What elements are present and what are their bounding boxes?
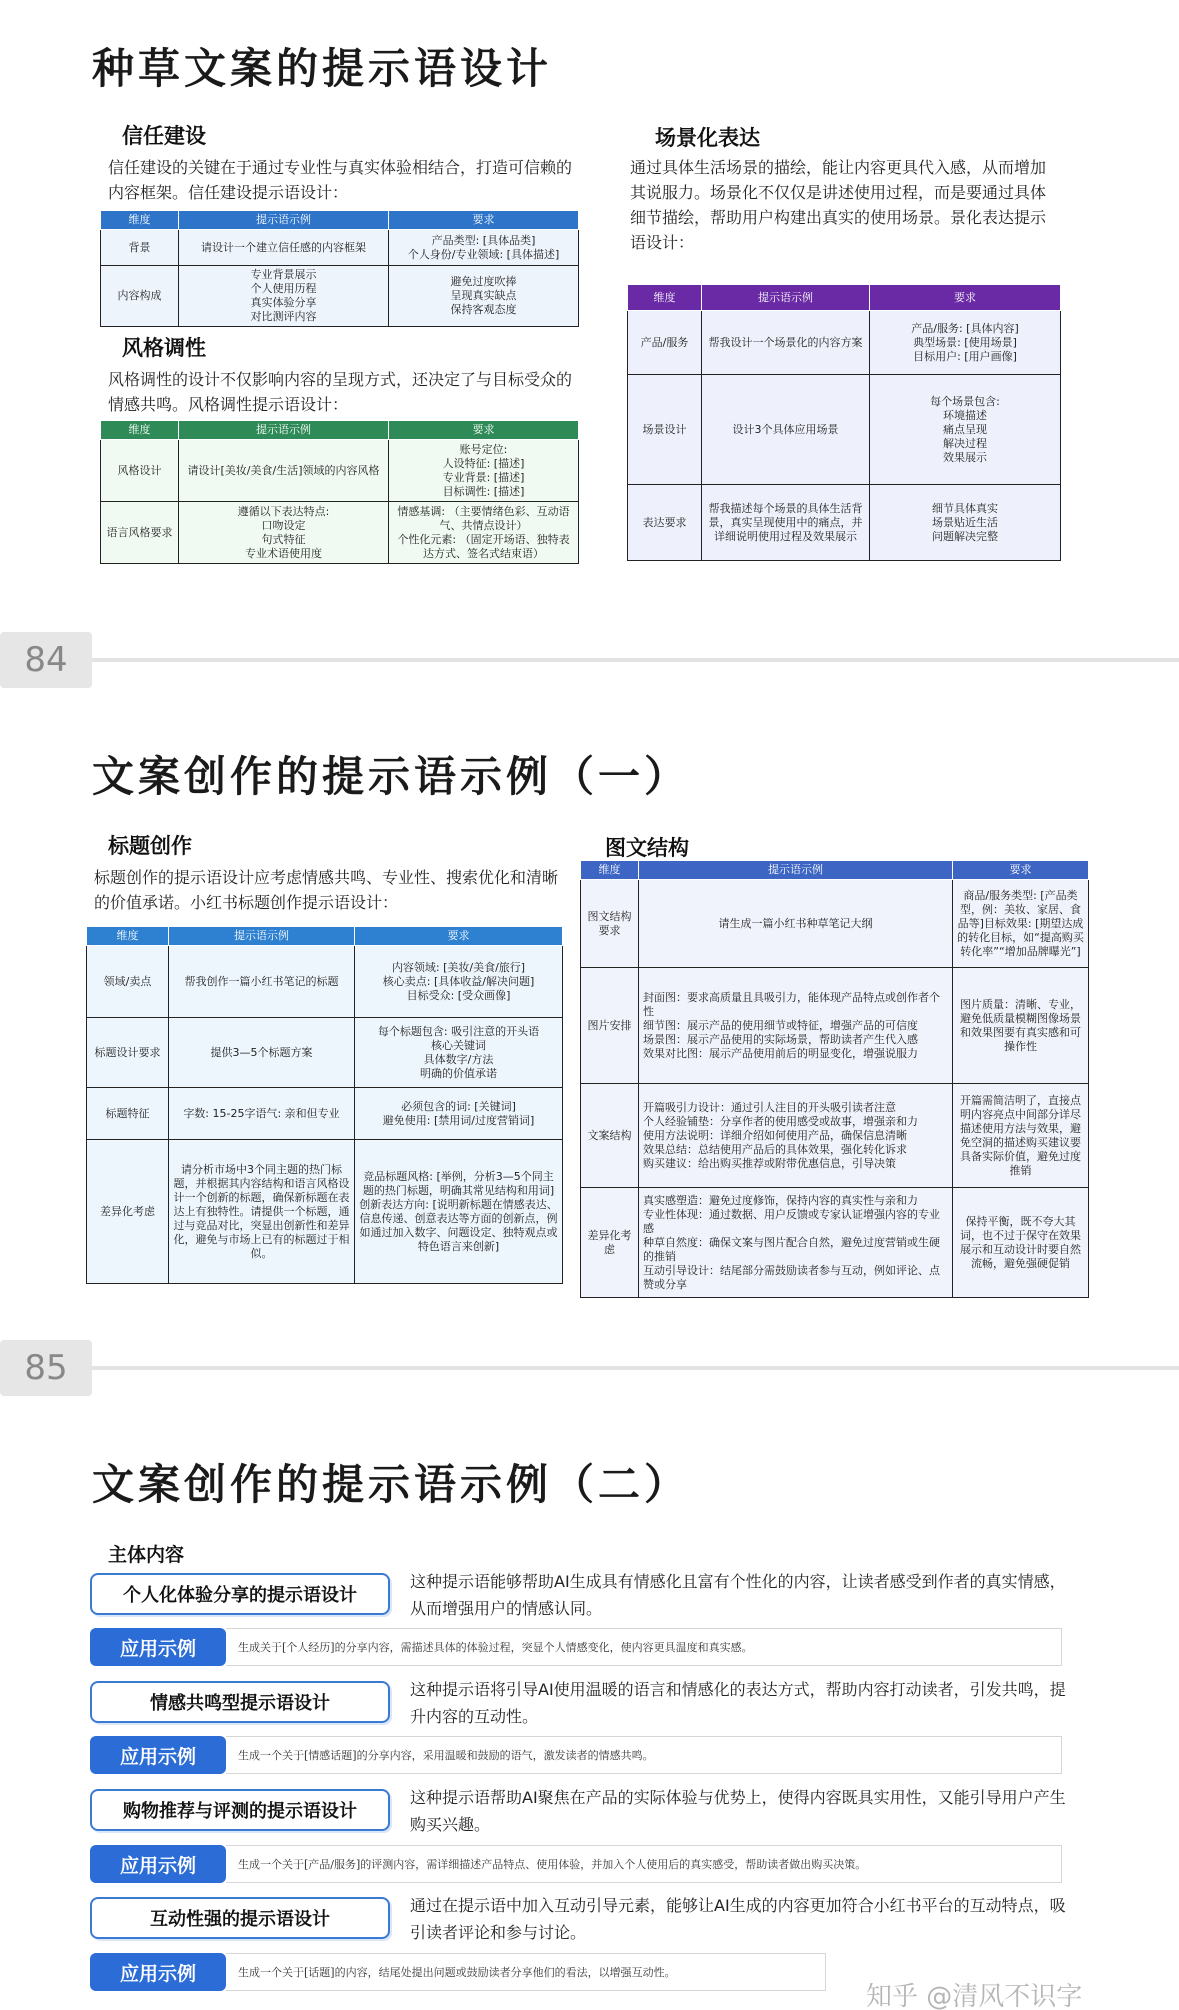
trust-text: 信任建设的关键在于通过专业性与真实体验相结合，打造可信赖的内容框架。信任建设提示语设计：: [108, 158, 573, 202]
page-divider: [92, 658, 1179, 662]
table-header: 要求: [870, 285, 1061, 311]
table-header: 要求: [355, 927, 563, 946]
prompt-type-desc: 这种提示语将引导AI使用温暖的语言和情感化的表达方式，帮助内容打动读者，引发共鸣，提升内容的互动性。: [410, 1680, 1066, 1726]
table-cell: 图片质量：清晰、专业，避免低质量模糊图像场景和效果图要有真实感和可操作性: [953, 968, 1089, 1084]
prompt-type-desc: 这种提示语能够帮助AI生成具有情感化且富有个性化的内容，让读者感受到作者的真实情感，从而增强用户的情感认同。: [410, 1572, 1066, 1618]
table-cell: 领域/卖点: [87, 946, 169, 1018]
prompt-type-desc: 通过在提示语中加入互动引导元素，能够让AI生成的内容更加符合小红书平台的互动特点，吸引读者评论和参与讨论。: [410, 1896, 1066, 1942]
table-cell: 情感基调: （主要情绪色彩、互动语气、共情点设计） 个性化元素: （固定开场语、独特表达方式、签名式结束语）: [389, 502, 579, 564]
table-cell: 请生成一篇小红书种草笔记大纲: [639, 880, 953, 968]
trust-table: [100, 210, 579, 327]
table-cell: 真实感塑造：避免过度修饰，保持内容的真实性与亲和力 专业性体现：通过数据、用户反馈或专家认证增强内容的专业感 种草自然度：确保文案与图片配合自然，避免过度营销或生硬的推销 互动引导设计：结尾部分需鼓励读者参与互动，例如评论、点赞或分享: [639, 1188, 953, 1298]
table-cell: 帮我创作一篇小红书笔记的标题: [169, 946, 355, 1018]
example-button[interactable]: 应用示例: [90, 1736, 226, 1774]
table-cell: 遵循以下表达特点: 口吻设定 句式特征 专业术语使用度: [179, 502, 389, 564]
example-text: 生成关于[个人经历]的分享内容，需描述具体的体验过程，突显个人情感变化，使内容更具温度和真实感。: [226, 1628, 1062, 1666]
example-button[interactable]: 应用示例: [90, 1628, 226, 1666]
example-button[interactable]: 应用示例: [90, 1953, 226, 1991]
table-cell: 内容构成: [101, 266, 179, 327]
table-cell: 专业背景展示 个人使用历程 真实体验分享 对比测评内容: [179, 266, 389, 327]
prompt-type-label: 购物推荐与评测的提示语设计: [90, 1789, 390, 1831]
watermark: 知乎 @清风不识字: [866, 1982, 1083, 2010]
page-divider: [92, 1366, 1179, 1370]
table-cell: 场景设计: [628, 375, 702, 485]
table-header: 维度: [581, 861, 639, 880]
table-cell: 竞品标题风格: [举例，分析3—5个同主题的热门标题，明确其常见结构和用词] 创新表达方向: [说明新标题在情感表达、信息传递、创意表达等方面的创新点，例如通过加入数字、问题设定、独特观点或特色语言来创新]: [355, 1140, 563, 1284]
table-header: 维度: [87, 927, 169, 946]
headline-heading: 标题创作: [108, 834, 192, 858]
page-title-1: 种草文案的提示语设计: [92, 44, 553, 93]
table-cell: 标题特征: [87, 1088, 169, 1140]
example-text: 生成一个关于[情感话题]的分享内容，采用温暖和鼓励的语气，激发读者的情感共鸣。: [226, 1736, 1062, 1774]
table-cell: 请分析市场中3个同主题的热门标题，并根据其内容结构和语言风格设计一个创新的标题，确保新标题在表达上有独特性。请提供一个标题，通过与竞品对比，突显出创新性和差异化，避免与市场上已有的标题过于相似。: [169, 1140, 355, 1284]
table-cell: 背景: [101, 230, 179, 266]
table-cell: 开篇吸引力设计：通过引人注目的开头吸引读者注意 个人经验铺垫：分享作者的使用感受或故事，增强亲和力 使用方法说明：详细介绍如何使用产品，确保信息清晰 效果总结：总结使用产品后的具体效果，强化转化诉求 购买建议：给出购买推荐或附带优惠信息，引导决策: [639, 1084, 953, 1188]
table-cell: 必须包含的词: [关键词] 避免使用: [禁用词/过度营销词]: [355, 1088, 563, 1140]
prompt-type-label: 个人化体验分享的提示语设计: [90, 1573, 390, 1615]
style-table: [100, 420, 579, 564]
table-cell: 内容领域: [美妆/美食/旅行] 核心卖点: [具体收益/解决问题] 目标受众: [受众画像]: [355, 946, 563, 1018]
table-header: 提示语示例: [702, 285, 870, 311]
table-cell: 商品/服务类型: [产品类型，例：美妆、家居、食品等]目标效果: [期望达成的转化目标，如“提高购买转化率”“增加品牌曝光”]: [953, 880, 1089, 968]
prompt-type-desc: 这种提示语帮助AI聚焦在产品的实际体验与优势上，使得内容既具实用性，又能引导用户产生购买兴趣。: [410, 1788, 1066, 1834]
trust-heading: 信任建设: [122, 124, 206, 148]
example-text: 生成一个关于[产品/服务]的评测内容，需详细描述产品特点、使用体验，并加入个人使用后的真实感受，帮助读者做出购买决策。: [226, 1845, 1062, 1883]
table-cell: 字数: 15-25字语气: 亲和但专业: [169, 1088, 355, 1140]
example-button[interactable]: 应用示例: [90, 1845, 226, 1883]
table-cell: 风格设计: [101, 440, 179, 502]
table-cell: 封面图：要求高质量且具吸引力，能体现产品特点或创作者个性 细节图：展示产品的使用细节或特征，增强产品的可信度 场景图：展示产品使用的实际场景，帮助读者产生代入感 效果对比图：展示产品使用前后的明显变化，增强说服力: [639, 968, 953, 1084]
table-header: 要求: [389, 211, 579, 230]
table-cell: 图文结构要求: [581, 880, 639, 968]
scene-text: 通过具体生活场景的描绘，能让内容更具代入感，从而增加其说服力。场景化不仅仅是讲述使用过程，而是要通过具体细节描绘，帮助用户构建出真实的使用场景。景化表达提示语设计：: [630, 158, 1047, 252]
page-title-2: 文案创作的提示语示例（一）: [92, 752, 691, 801]
table-cell: 标题设计要求: [87, 1018, 169, 1088]
table-header: 提示语示例: [639, 861, 953, 880]
table-cell: 语言风格要求: [101, 502, 179, 564]
headline-text: 标题创作的提示语设计应考虑情感共鸣、专业性、搜索优化和清晰的价值承诺。小红书标题创作提示语设计：: [94, 868, 559, 912]
table-cell: 产品/服务: [628, 311, 702, 375]
structure-table: [580, 860, 1089, 1298]
table-cell: 差异化考虑: [581, 1188, 639, 1298]
style-text: 风格调性的设计不仅影响内容的呈现方式，还决定了与目标受众的情感共鸣。风格调性提示语设计：: [108, 370, 573, 414]
table-header: 维度: [101, 211, 179, 230]
table-cell: 产品类型: [具体品类] 个人身份/专业领域: [具体描述]: [389, 230, 579, 266]
table-header: 要求: [953, 861, 1089, 880]
table-header: 提示语示例: [179, 421, 389, 440]
example-text: 生成一个关于[话题]的内容，结尾处提出问题或鼓励读者分享他们的看法，以增强互动性。: [226, 1953, 826, 1991]
table-header: 要求: [389, 421, 579, 440]
page-number: 85: [0, 1340, 92, 1396]
scene-table: [627, 284, 1061, 561]
table-cell: 帮我描述每个场景的具体生活背景，真实呈现使用中的痛点，并详细说明使用过程及效果展示: [702, 485, 870, 561]
table-cell: 差异化考虑: [87, 1140, 169, 1284]
table-header: 提示语示例: [169, 927, 355, 946]
structure-heading: 图文结构: [605, 836, 689, 860]
table-header: 维度: [101, 421, 179, 440]
table-cell: 提供3—5个标题方案: [169, 1018, 355, 1088]
page-title-3: 文案创作的提示语示例（二）: [92, 1460, 691, 1509]
table-cell: 请设计[美妆/美食/生活]领域的内容风格: [179, 440, 389, 502]
table-cell: 图片安排: [581, 968, 639, 1084]
prompt-type-label: 情感共鸣型提示语设计: [90, 1681, 390, 1723]
table-header: 提示语示例: [179, 211, 389, 230]
table-cell: 账号定位: 人设特征: [描述] 专业背景: [描述] 目标调性: [描述]: [389, 440, 579, 502]
table-cell: 产品/服务: [具体内容] 典型场景: [使用场景] 目标用户: [用户画像]: [870, 311, 1061, 375]
table-cell: 开篇需简洁明了，直接点明内容亮点中间部分详尽描述使用方法与效果，避免空洞的描述购买建议要具备实际价值，避免过度推销: [953, 1084, 1089, 1188]
table-cell: 文案结构: [581, 1084, 639, 1188]
table-header: 维度: [628, 285, 702, 311]
table-cell: 细节具体真实 场景贴近生活 问题解决完整: [870, 485, 1061, 561]
table-cell: 请设计一个建立信任感的内容框架: [179, 230, 389, 266]
scene-heading: 场景化表达: [655, 126, 760, 150]
main-content-heading: 主体内容: [108, 1544, 185, 1566]
style-heading: 风格调性: [122, 336, 206, 360]
table-cell: 保持平衡，既不夸大其词，也不过于保守在效果展示和互动设计时要自然流畅，避免强硬促销: [953, 1188, 1089, 1298]
table-cell: 帮我设计一个场景化的内容方案: [702, 311, 870, 375]
page-number: 84: [0, 632, 92, 688]
table-cell: 每个标题包含: 吸引注意的开头语 核心关键词 具体数字/方法 明确的价值承诺: [355, 1018, 563, 1088]
table-cell: 每个场景包含: 环境描述 痛点呈现 解决过程 效果展示: [870, 375, 1061, 485]
table-cell: 避免过度吹捧 呈现真实缺点 保持客观态度: [389, 266, 579, 327]
headline-table: [86, 926, 563, 1284]
prompt-type-label: 互动性强的提示语设计: [90, 1897, 390, 1939]
table-cell: 设计3个具体应用场景: [702, 375, 870, 485]
table-cell: 表达要求: [628, 485, 702, 561]
